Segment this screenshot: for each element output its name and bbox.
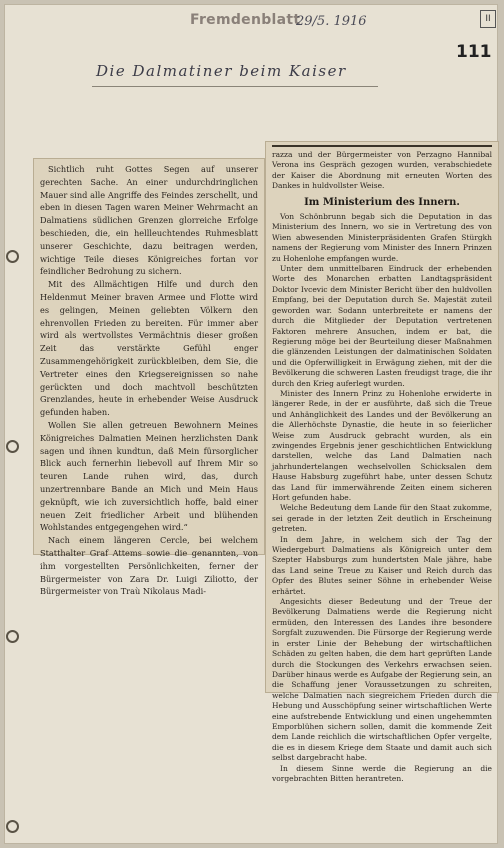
binder-hole	[6, 250, 19, 263]
clipping-left-column	[34, 159, 264, 597]
paragraph: Mit des Allmächtigen Hilfe und durch den Heldenmut Meiner braven Armee und Flotte wird es gelingen, Meinen geliebten Völkern den ehrenvollen Frieden zu bereiten. Für immer aber wird als wertvollstes Vermächtnis dieser großen Zeit das verstärkte Gefühl enger Zusammengehörigkeit zurückbleiben, dem Sie, die Vertreter eines den Kriegsereignissen so nahe gerückten und doch machtvoll beschützten Grenzlandes, heute in erhebender Weise Ausdruck gefunden haben.	[40, 279, 258, 418]
binder-hole	[6, 630, 19, 643]
paragraph: In dem Jahre, in welchem sich der Tag der Wiedergeburt Dalmatiens als Königreich unter dem Szepter Habsburgs zum hundertsten Male jähre, habe das Land seine Treue zu Kaiser und Reich durch das Opfer des Blutes seiner Söhne in erhebender Weise erhärtet.	[272, 534, 492, 596]
corner-mark: II	[480, 10, 496, 28]
archive-sheet	[4, 4, 498, 844]
caption-underline	[92, 86, 378, 87]
paragraph: Minister des Innern Prinz zu Hohenlohe erwiderte in längerer Rede, in der er ausführte, daß sich die Treue und Anhänglichkeit des Landes und der Bevölkerung an die Allerhöchste Dynastie, die heute in so feierlicher Weise zum Ausdruck gebracht wurden, als ein zwingendes Ergebnis jener geschichtlichen Entwicklung darstellen, welche das Land Dalmatien nach jahrhundertelangen wechselvollen Schicksalen dem Hause Habsburg zugeführt habe, unter dessen Schutz das Land für immerwährende Zeiten einem sicheren Hort gefunden habe.	[272, 388, 492, 502]
paragraph: Nach einem längeren Cercle, bei welchem Statthalter Graf Attems sowie die genannten, von ihm vorgestellten Persönlichkeiten, ferner der Bürgermeister von Zara Dr. Luigi Ziliotto, der Bürgermeister von Traù Nikolaus Madi-	[40, 535, 258, 597]
column-rule	[272, 145, 492, 147]
paragraph: Welche Bedeutung dem Lande für den Staat zukomme, sei gerade in der letzten Zeit deutlich in Erscheinung getreten.	[272, 503, 492, 534]
paragraph: Angesichts dieser Bedeutung und der Treue der Bevölkerung Dalmatiens werde die Regierung nicht ermüden, den Interessen des Landes ihre besondere Sorgfalt zuzuwenden. Die Fürsorge der Regierung werde in erster Linie der Behebung der wirtschaftlichen Schäden zu gelten haben, die dem hart geprüften Lande durch die Stockungen des Verkehrs erwachsen seien. Darüber hinaus werde es Aufgabe der Regierung sein, an die Schaffung jener Voraussetzungen zu schreiten, welche Dalmatien nach siegreichem Frieden durch die Hebung und Ausschöpfung seiner wirtschaftlichen Werte eine aufstrebende Entwicklung und einen ungehemmten Emporblühen sichern sollen, damit die kommende Zeit dem Lande reichlich die wirtschaftlichen Opfer vergelte, die es in diesem Kriege dem Staate und damit auch sich selbst dargebracht habe.	[272, 597, 492, 763]
handwritten-date: 29/5. 1916	[296, 14, 367, 29]
paragraph: Wollen Sie allen getreuen Bewohnern Meines Königreiches Dalmatien Meinen herzlichsten Dank sagen und ihnen kundtun, daß Mein fürsorglicher Blick auch fernerhin liebevoll auf Ihrem Mir so teuren Lande ruhen wird, das, durch unzertrennbare Bande an Mich und Mein Haus geknüpft, wie ich zuversichtlich hoffe, bald einer neuen Zeit friedlicher Arbeit und blühenden Wohlstandes entgegengehen wird.“	[40, 419, 258, 533]
left-column-text	[40, 163, 258, 598]
paragraph: Sichtlich ruht Gottes Segen auf unserer gerechten Sache. An einer undurchdringlichen Mauer sind alle Angriffe des Feindes zerschellt, und eben in diesen Tagen waren Meiner Wehrmacht an Dalmatiens südlichen Grenzen glorreiche Erfolge beschieden, die, ein hellleuchtendes Ruhmesblatt unserer Geschichte, dazu beitragen werden, wichtige Teile dieses Königreiches fortan vor feindlicher Bedrohung zu sichern.	[40, 164, 258, 277]
lead-paragraph: razza und der Bürgermeister von Perzagno Hannibal Verona ins Gespräch gezogen wurden, verabschiedete der Kaiser die Abordnung mit erneuten Worten des Dankes in huldvollster Weise.	[272, 150, 492, 191]
paragraph: Von Schönbrunn begab sich die Deputation in das Ministerium des Innern, wo sie in Vertretung des von Wien abwesenden Ministerpräsidenten Grafen Stürgkh namens der Regierung vom Minister des Innern Prinzen zu Hohenlohe empfangen wurde.	[272, 212, 492, 263]
handwritten-caption: Die Dalmatiner beim Kaiser	[96, 62, 347, 80]
paragraph: Unter dem unmittelbaren Eindruck der erhebenden Worte des Monarchen erbatten Landtagspräsident Doktor Ivcevic dem Minister Bericht über den huldvollen Empfang, bei der Deputation durch Se. Majestät zuteil geworden war. Sodann unterbreitete er namens der durch die Mitglieder der Deputation vertretenen Faktoren mehrere Ansuchen, indem er bat, die Regierung möge bei der Beurteilung dieser Maßnahmen die glänzenden Leistungen der dalmatinischen Soldaten und die Opferwilligkeit in Erwägung ziehen, mit der die Bevölkerung die schweren Lasten freudigst trage, die ihr durch den Krieg auferlegt wurden.	[272, 264, 492, 388]
paragraph: In diesem Sinne werde die Regierung an die vorgebrachten Bitten herantreten.	[272, 763, 492, 783]
right-column-text	[272, 150, 492, 784]
clipping-right-column	[266, 142, 498, 783]
section-heading: Im Ministerium des Innern.	[304, 196, 460, 208]
binder-hole	[6, 440, 19, 453]
newspaper-stamp: Fremdenblatt	[190, 12, 301, 28]
binder-hole	[6, 820, 19, 833]
page-number: 111	[456, 42, 492, 62]
